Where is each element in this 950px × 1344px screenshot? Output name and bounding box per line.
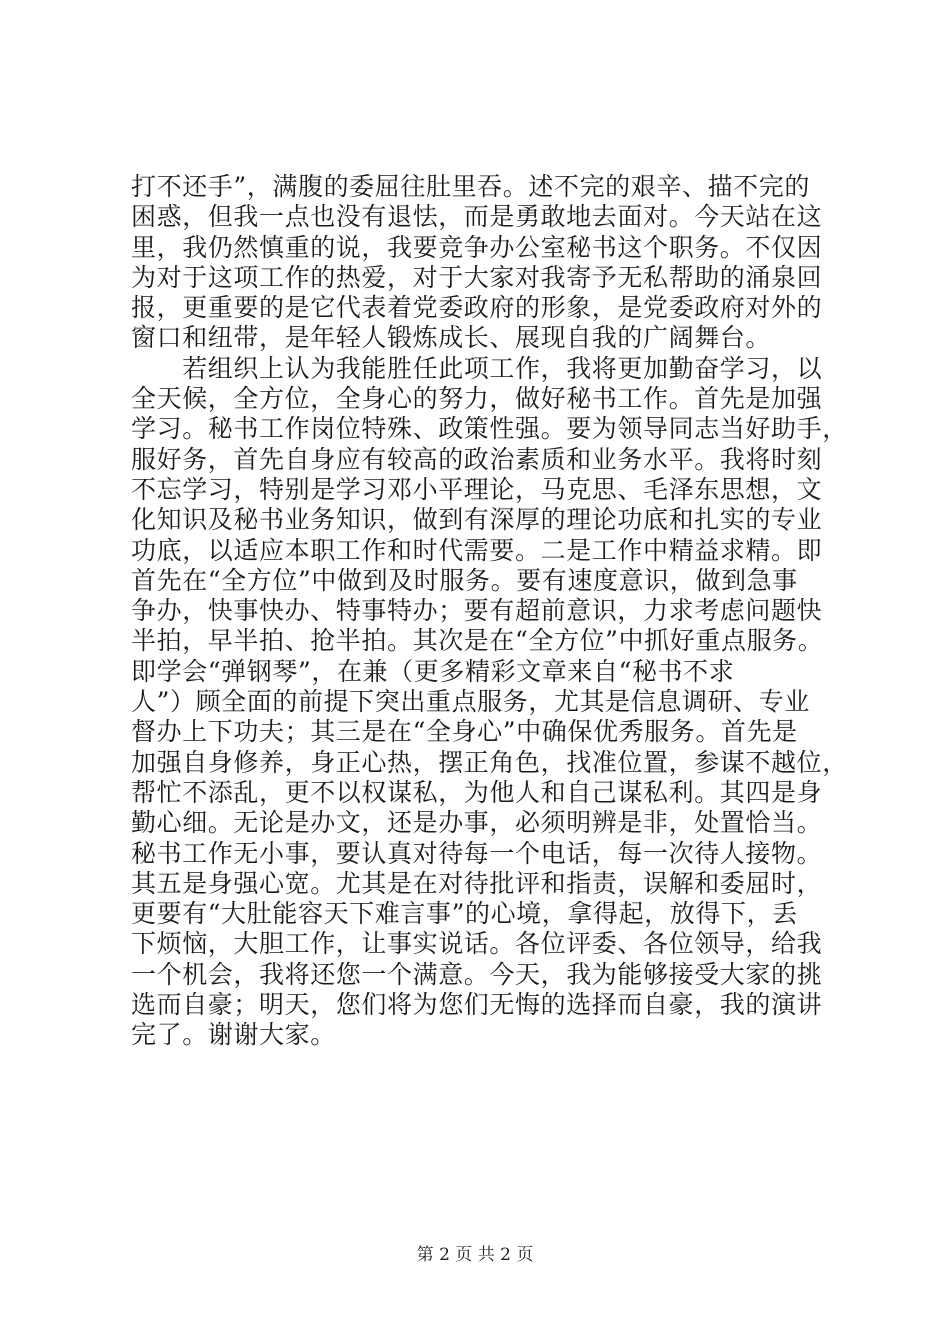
- text-line: 帮忙不添乱，更不以权谋私，为他人和自己谋私利。其四是身: [131, 777, 823, 807]
- text-line: 全天候，全方位，全身心的努力，做好秘书工作。首先是加强: [131, 384, 823, 414]
- text-line: 半拍，早半拍、抢半拍。其次是在“全方位”中抓好重点服务。: [131, 626, 824, 656]
- text-line: 服好务，首先自身应有较高的政治素质和业务水平。我将时刻: [131, 444, 823, 474]
- text-line: 更要有“大肚能容天下难言事”的心境，拿得起，放得下，丢: [131, 899, 798, 929]
- text-line: 督办上下功夫；其三是在“全身心”中确保优秀服务。首先是: [131, 717, 798, 747]
- text-line: 争办，快事快办、特事特办；要有超前意识，力求考虑问题快: [131, 596, 823, 626]
- text-line: 窗口和纽带，是年轻人锻炼成长、展现自我的广阔舞台。: [131, 323, 772, 353]
- text-line: 化知识及秘书业务知识，做到有深厚的理论功底和扎实的专业: [131, 505, 823, 535]
- text-line: 人”）顾全面的前提下突出重点服务，尤其是信息调研、专业: [131, 687, 810, 717]
- text-line: 不忘学习，特别是学习邓小平理论，马克思、毛泽东思想，文: [131, 474, 823, 504]
- text-line: 勤心细。无论是办文，还是办事，必须明辨是非，处置恰当。: [131, 808, 823, 838]
- text-line: 选而自豪；明天，您们将为您们无悔的选择而自豪，我的演讲: [131, 990, 823, 1020]
- page-number-label: 第 2 页 共 2 页: [416, 1245, 534, 1265]
- text-line: 下烦恼，大胆工作，让事实说话。各位评委、各位领导，给我: [131, 929, 823, 959]
- text-line: 学习。秘书工作岗位特殊、政策性强。要为领导同志当好助手，: [131, 414, 848, 444]
- text-line: 若组织上认为我能胜任此项工作，我将更加勤奋学习，以: [131, 353, 823, 383]
- text-line: 打不还手”，满腹的委屈往肚里吞。述不完的艰辛、描不完的: [131, 172, 810, 201]
- text-line: 报，更重要的是它代表着党委政府的形象，是党委政府对外的: [131, 293, 823, 323]
- text-line: 为对于这项工作的热爱，对于大家对我寄予无私帮助的涌泉回: [131, 262, 823, 292]
- text-line: 困惑，但我一点也没有退怯，而是勇敢地去面对。今天站在这: [131, 202, 823, 232]
- text-line: 功底，以适应本职工作和时代需要。二是工作中精益求精。即: [131, 535, 823, 565]
- body-text: [131, 172, 848, 1051]
- text-line: 加强自身修养，身正心热，摆正角色，找准位置，参谋不越位，: [131, 747, 848, 777]
- text-line: 首先在“全方位”中做到及时服务。要有速度意识，做到急事: [131, 565, 798, 595]
- text-line: 里，我仍然慎重的说，我要竞争办公室秘书这个职务。不仅因: [131, 232, 823, 262]
- page-footer: [0, 1240, 950, 1265]
- text-line: 其五是身强心宽。尤其是在对待批评和指责，误解和委屈时，: [131, 868, 823, 898]
- text-line: 秘书工作无小事，要认真对待每一个电话，每一次待人接物。: [131, 838, 823, 868]
- text-line: 即学会“弹钢琴”，在兼（更多精彩文章来自“秘书不求: [131, 656, 735, 686]
- text-line: 完了。谢谢大家。: [131, 1020, 336, 1050]
- text-line: 一个机会，我将还您一个满意。今天，我为能够接受大家的挑: [131, 959, 823, 989]
